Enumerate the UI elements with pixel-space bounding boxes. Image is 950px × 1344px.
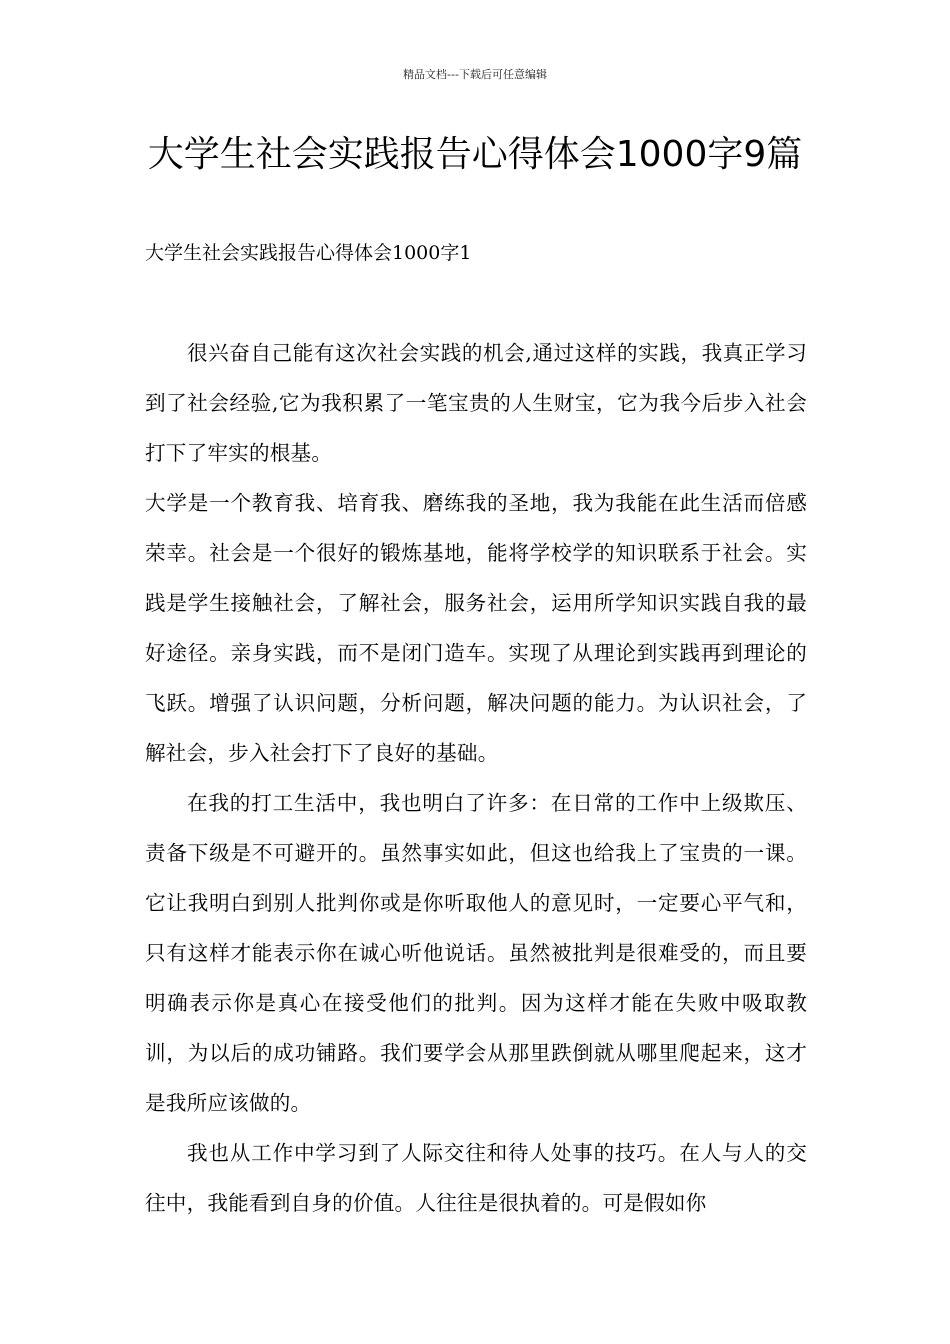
paragraph: 大学是一个教育我、培育我、磨练我的圣地，我为我能在此生活而倍感荣幸。社会是一个很好的锻炼基地，能将学校学的知识联系于社会。实践是学生接触社会，了解社会，服务社会，运用所学知识实践自我的最好途径。亲身实践，而不是闭门造车。实现了从理论到实践再到理论的飞跃。增强了认识问题，分析问题，解决问题的能力。为认识社会，了解社会，步入社会打下了良好的基础。	[145, 491, 807, 765]
paragraph: 很兴奋自己能有这次社会实践的机会,通过这样的实践，我真正学习到了社会经验,它为我积累了一笔宝贵的人生财宝，它为我今后步入社会打下了牢实的根基。	[145, 341, 807, 465]
section-subtitle: 大学生社会实践报告心得体会1000字1	[145, 242, 472, 264]
paragraph: 我也从工作中学习到了人际交往和待人处事的技巧。在人与人的交往中，我能看到自身的价值。人往往是很执着的。可是假如你	[145, 1141, 807, 1215]
document-title: 大学生社会实践报告心得体会1000字9篇	[147, 134, 803, 175]
header-note: 精品文档---下载后可任意编辑	[403, 68, 547, 81]
paragraph: 在我的打工生活中，我也明白了许多：在日常的工作中上级欺压、责备下级是不可避开的。虽然事实如此，但这也给我上了宝贵的一课。它让我明白到别人批判你或是你听取他人的意见时，一定要心平气和，只有这样才能表示你在诚心听他说话。虽然被批判是很难受的，而且要明确表示你是真心在接受他们的批判。因为这样才能在失败中吸取教训，为以后的成功铺路。我们要学会从那里跌倒就从哪里爬起来，这才是我所应该做的。	[145, 791, 807, 1115]
body-text	[145, 328, 807, 1228]
